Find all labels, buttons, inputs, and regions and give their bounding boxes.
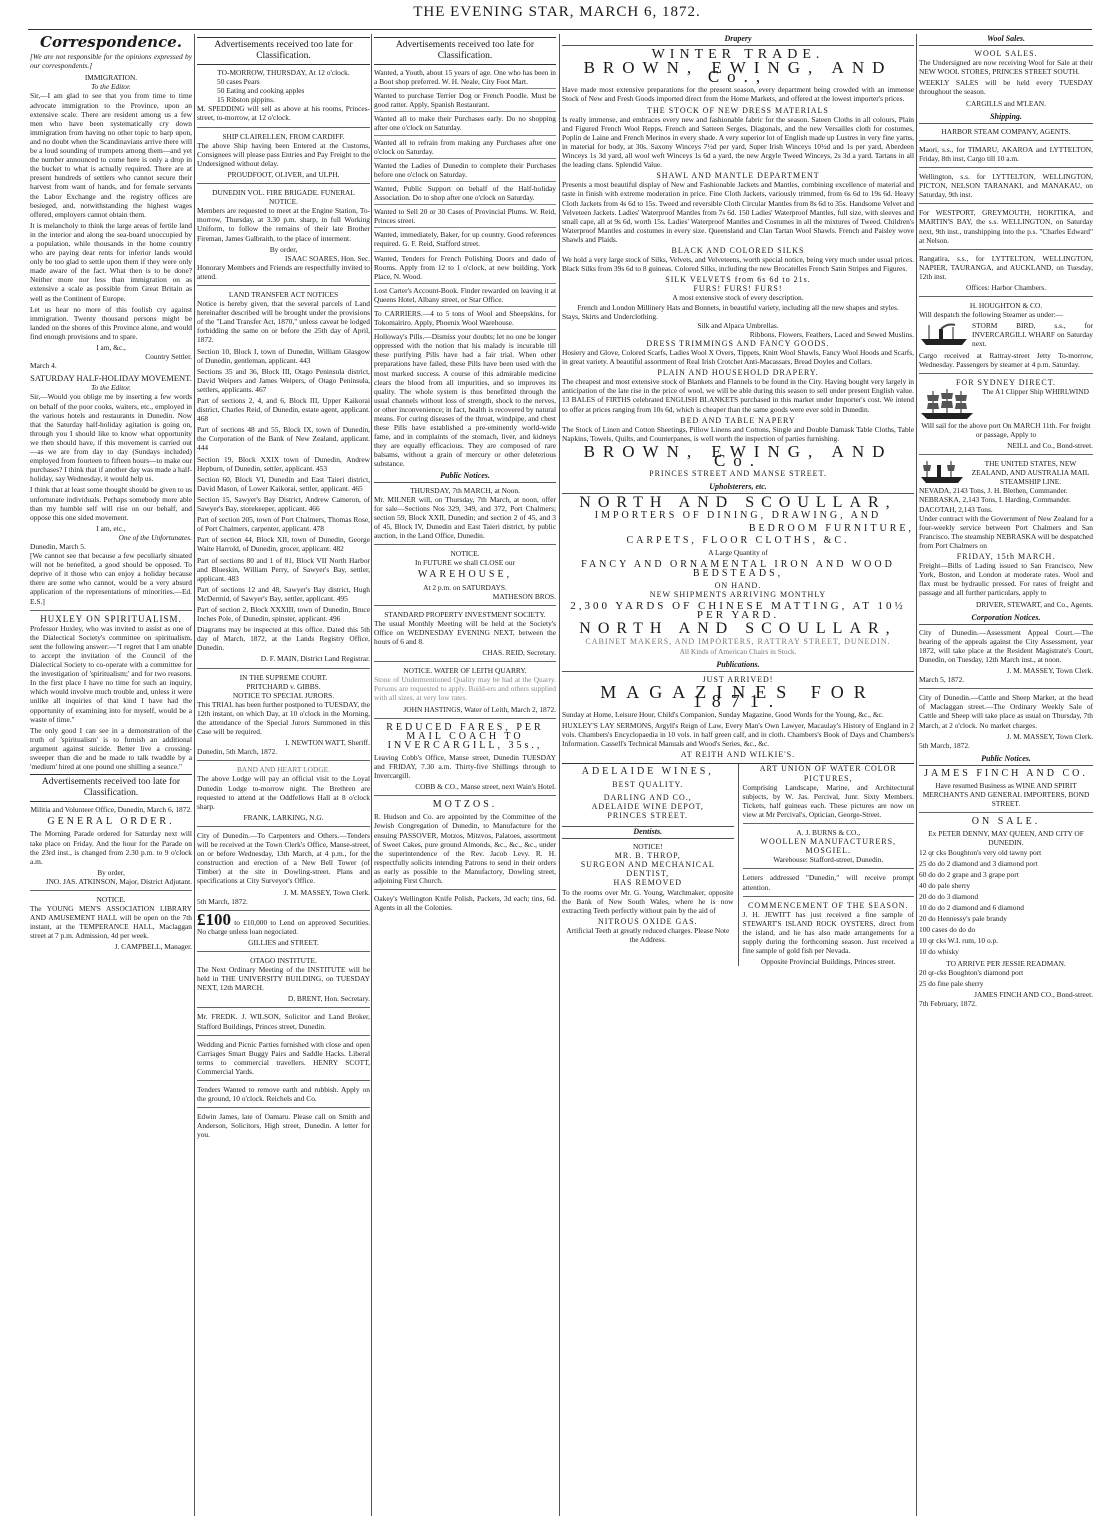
assessment-text: City of Dunedin.—Assessment Appeal Court.—The hearing of the appeals against the City Assessment, year 1872, will take place at the Resident Magistrate's Court, Dunedin, on Tuesday, 12th March inst., at noon. [919,627,1093,664]
land-signature: D. F. MAIN, District Land Registrar. [260,654,370,664]
reith-wilkie: AT REITH AND WILKIE'S. [680,750,796,760]
sale-item: 60 do do 2 grape and 3 grape port [919,869,1019,879]
fire-by: By order, [269,244,298,254]
sale-item: 12 qr cks Boughton's very old tawny port [919,847,1042,857]
column-late-ads-2 [197,34,370,1516]
lodge-title: BAND AND HEART LODGE. [236,765,331,775]
bed-title: BED AND TABLE NAPERY [680,415,796,425]
stormbird-text: STORM BIRD, s.s., for INVERCARGILL WHARF on Saturday next. [972,321,1093,349]
wanted-ad: Lost Carter's Account-Book. Finder rewarded on leaving it at Queens Hotel, Albany street, or Star Office. [374,286,556,307]
corp-date: 5th March, 1872. [919,740,970,750]
cargo-text: Cargo received at Rattray-street Jetty To-morrow, Wednesday. Passengers by steamer at 4 p.m. Saturday. [919,350,1093,369]
wilson-text: Mr. FREDK. J. WILSON, Solicitor and Land Broker, Stafford Buildings, Princes street, Dunedin. [197,1012,370,1031]
land-item: Part of sections 80 and 1 of 81, Block VII North Harbor and Blueskin, William Perry, of Sawyer's Bay, settler, applicant. 483 [197,555,370,583]
plain-title: PLAIN AND HOUSEHOLD DRAPERY. [657,368,819,378]
divider [374,544,556,545]
finch-signature: JAMES FINCH AND CO., Bond-street. [974,989,1093,999]
section-heading-publications: Publications. [562,660,914,672]
harbor-agents: HARBOR STEAM COMPANY, AGENTS. [941,126,1071,136]
editor-note: [We cannot see that because a few peculiarly situated will not be benefited, a good should be opposed. To deprive of it those who can enjoy a holiday because there are some who cannot, would be a very absurd application of the representations of minorities.—Ed. E.S.] [30,551,192,606]
column-divider [559,34,560,1516]
divider [374,795,556,796]
letter-paragraph: Let us hear no more of this foolish cry against immigration. Twenty thousand persons might be landed on the shores of this Province alone, and would find enough provisions and to spare. [30,304,192,341]
otago-text: The Next Ordinary Meeting of the INSTITUTE will be held in THE UNIVERSITY BUILDING, on TUESDAY NEXT, 12th MARCH. [197,965,370,993]
hats-text: French and London Millinery Hats and Bonnets, in beautiful variety, including all the new shapes and styles. [577,302,899,312]
velvets-text: SILK VELVETS from 6s 6d to 21s. [665,275,811,285]
mail-steamer-icon [919,459,965,485]
wanted-ad: To CARRIERS.—4 to 5 tons of Wool and Sheepskins, for Tokomairiro. Apply, Phoenix Wool Warehouse. [374,309,556,330]
rangatira-text: Rangatira, s.s., for LYTTELTON, WELLINGTON, NAPIER, TAURANGA, and AUCKLAND, on Tuesday, 12th inst. [919,253,1093,281]
umbrellas-text: Silk and Alpaca Umbrellas. [697,320,779,330]
letter-title: IMMIGRATION. [84,73,138,83]
masthead-rule [28,29,1092,30]
general-order-title: GENERAL ORDER. [47,816,175,828]
wanted-ad: Wanted all to refrain from making any Purchases after one o'clock on Saturday. [374,138,556,159]
notice-title: NOTICE. [450,549,480,559]
massey-signature: J. M. MASSEY, Town Clerk. [1006,666,1093,676]
divider [919,812,1093,813]
divider [197,951,370,952]
fares-signature: COBB & CO., Manse street, next Wain's Hotel. [415,782,556,792]
land-list [197,347,370,624]
houghton-text: Will despatch the following Steamer as under:— [919,310,1064,320]
wanted-ad: Wanted, a Youth, about 15 years of age. One who has been in a Boot shop preferred. W. H. Neale, City Foot Mart. [374,68,556,89]
divider [374,718,556,719]
on-sale-title: ON SALE. [971,816,1041,828]
adelaide-street: PRINCES STREET. [607,810,689,820]
adelaide-quality: BEST QUALITY. [612,779,684,789]
section-heading-correspondence: Correspondence. [40,34,182,51]
column-drapery [562,34,914,1516]
clipper-ship-icon [919,387,975,421]
section-heading-wool-sales: Wool Sales. [919,34,1093,46]
sale-items: 50 cases Pears 50 Eating and cooking apples 15 Ribston pippins. [217,77,305,105]
carpets-text: CARPETS, FLOOR CLOTHS, &C. [626,534,850,546]
silk-text: We hold a very large stock of Silks, Velvets, and Velveteens, worth special notice, being very much under usual prices. Black Silks from 39s 6d to 8 guineas. Colored Silks, including the new Brocatelles French Satin Stripes and Figures. [562,255,914,274]
court-text: This TRIAL has been further postponed to TUESDAY, the 12th instant, on which Day, at 10 o'clock in the Morning, the attendance of the Special Jurors Summoned in this Case will be required. [197,699,370,737]
artificial-text: Artificial Teeth at greatly reduced charges. Please Note the Address. [566,925,730,944]
land-item: Part of section 2, Block XXXIII, town of Dunedin, Bruce Inches Pole, of Dunedin, spinster, applicant. 496 [197,604,370,624]
loan-signature: GILLIES and STREET. [248,937,319,947]
divider [197,760,370,761]
corp-date: March 5, 1872. [919,675,965,685]
letter-close: I am, etc., [96,523,126,533]
dress-title: THE STOCK OF NEW DRESS MATERIALS [647,105,829,115]
huxley-books-text: HUXLEY'S LAY SERMONS, Argyll's Reign of Law, Every Man's Own Lawyer, Macaulay's History of England in 2 vols. Chambers's Encyclopaedia in 10 vols. in half green calf, and in cloth. Chambers's Book of Days and Chambers's Information. Cassell's Technical Manuals and Wood's Series, &c., &c. [562,721,914,749]
brown-ewing-title: BROWN, EWING, AND Co. [583,441,893,471]
divider [374,661,556,662]
tenders-text: Tenders Wanted to remove earth and rubbish. Apply on the ground, 10 o'clock. Reichels and Co. [197,1085,370,1104]
otago-title: OTAGO INSTITUTE. [250,955,317,965]
ymca-signature: J. CAMPBELL, Manager. [114,942,192,952]
cargills-signature: CARGILLS and M'LEAN. [966,98,1046,108]
fares-title: REDUCED FARES, PER MAIL COACH TO INVERCARGILL, 35s., [386,721,544,751]
disclaimer: [We are not responsible for the opinions expressed by our correspondents.] [30,52,192,71]
divider [919,296,1093,297]
masthead: THE EVENING STAR, MARCH 6, 1872. [413,4,701,20]
divider [919,373,1093,374]
ribbons-text: Ribbons, Flowers, Feathers, Laced and Sewed Muslins. [749,329,914,339]
bedroom-furniture: BEDROOM FURNITURE, [748,522,914,534]
commencement-text: J. H. JEWITT has just received a fine sample of STEWART'S ISLAND ROCK OYSTERS, direct from the island, and he has also made arrangements for a supply during the forthcoming season. Just received a fine sample of gold fish per Nevada. [742,909,914,956]
city-date: 5th March, 1872. [197,896,248,906]
divider [197,285,370,286]
wanted-ad: Wanted to Sell 20 or 30 Cases of Provincial Plums. W. Reid, Princes street. [374,207,556,228]
letter-signature: One of the Unfortunates. [118,532,192,542]
section-heading-public-notices: Public Notices. [374,471,556,483]
matting-text: 2,300 YARDS OF CHINESE MATTING, AT 10½ PER YARD. [570,600,906,622]
us-mail-title: THE UNITED STATES, NEW ZEALAND, AND AUSTRALIA MAIL STEAMSHIP LINE. [971,459,1090,487]
divider [919,140,1093,141]
letter-paragraph: It is melancholy to think the large areas of fertile land in the interior and along the sea-board unoccupied by a population, while thousands in the home country who are paying dear rents for inferior lands would only be too glad to settle upon them if they were only made aware of the fact. What then is to be done? Neither more nor less than immigration on as extensive a scale as possible from Great Britain as well as the Continent of Europe. [30,220,192,303]
lodge-signature: FRANK, LARKING, N.G. [243,812,324,822]
letter-paragraph: Sir,—Would you oblige me by inserting a few words on behalf of the poor cooks, waiters, etc., employed in the various hotels and restaurants in Dunedin. Now that the Saturday half-holiday agitation is going on, through you I should like to know what opportunity we then should have, if this movement is carried out—as we are from day to day (Sundays included) employed from fourteen to fifteen hours—to make our purchases? I think that if another day was made a half-holiday, say Wednesday, it would help us. [30,392,192,484]
column-divider [194,34,195,1516]
sale-item: 20 do Hennessy's pale brandy [919,914,1007,924]
fares-text: Leaving Cobb's Office, Manse street, Dunedin TUESDAY and FRIDAY, 7.30 a.m. Thirty-five Shillings through to Invercargill. [374,752,556,781]
bec-intro: Have made most extensive preparations for the present season, every department being crowded with an immense Stock of New and Fresh Goods imported direct from the Home Markets, and offered at the lowest importer's prices. [562,85,914,104]
leith-signature: JOHN HASTINGS, Water of Leith, March 2, 1872. [403,704,556,714]
land-item: Section 19, Block XXIX town of Dunedin, Andrew Hepburn, of Dunedin, settler, applicant. 453 [197,454,370,473]
letter-signature: Country Settler. [145,352,192,362]
whirlwind-title: The A1 Clipper Ship WHIRLWIND [982,386,1089,396]
wellington-text: Wellington, s.s. for LYTTELTON, WELLINGTON, PICTON, NELSON TARANAKI, and MANAKAU, on Saturday, 9th inst. [919,172,1093,200]
divider [919,249,1093,250]
divider [919,454,1093,455]
article-paragraph: Professor Huxley, who was invited to assist as one of the Dialectical Society's committee on spiritualism, sent the following answer:—"I regret that I am unable to accept the invitation of the Council of the Dialectical Society to co-operate with a committee for the investigation of 'spiritualism;' and for two reasons. In the first place I have no time for such an inquiry, which would involve much trouble and, unless it were unlike all inquiries of that kind I have had the opportunity of examining into for myself, would be a waste of time." [30,623,192,724]
otago-signature: D. BRENT, Hon. Secretary. [287,994,370,1004]
sale-item: 10 do whisky [919,947,959,957]
court-signature: I. NEWTON WATT, Sheriff. [285,738,370,748]
trim-text: Hosiery and Glove, Colored Scarfs, Ladies Wool X Overs, Tippets, Knitt Wool Shawls, Fancy Wool Hoods and Scarfs, in great variety. A beautiful assortment of Real Irish Crotchet Anti-Macassars, Bread Doyles and Collars. [562,348,914,367]
houghton-name: H. HOUGHTON & CO. [969,301,1043,311]
surgeon-title: SURGEON AND MECHANICAL DENTIST, [580,860,715,879]
westport-text: For WESTPORT, GREYMOUTH, HOKITIKA, and MARTIN'S BAY, the s.s. WELLINGTON, on Saturday next, 9th inst., transhipping into the p.s. "Charles Edward" at Nelson. [919,208,1093,245]
leith-text: Stone of Undermentioned Quality may be had at the Quarry. Persons are requested to apply. Build-ers and others supplied with all sizes, at very low rates. [374,675,556,703]
oakey-text: Oakey's Wellington Knife Polish, Packets, 3d each; tins, 6d. Agents in all the Colonies. [374,894,556,913]
sale-item: 40 do pale sherry [919,880,971,890]
section-heading-late-ads: Advertisements received too late for Classification. [197,37,370,65]
letter-date: Dunedin, March 5. [30,541,86,551]
removed-text: HAS REMOVED [613,878,683,888]
future-text: In FUTURE we shall CLOSE our [415,558,515,568]
neill-signature: NEILL and Co., Bond-street. [1007,441,1093,450]
sale-text: M. SPEDDING will sell as above at his rooms, Princes-street, to-morrow, at 12 o'clock. [197,104,370,123]
ex-ships: Ex PETER DENNY, MAY QUEEN, AND CITY OF DUNEDIN. [928,829,1084,848]
fancy-text: FANCY AND ORNAMENTAL IRON AND WOOD BEDSTEADS, [581,558,895,579]
dress-text: Is really immense, and embraces every new and fashionable fabric for the season. Sateen Cloths in all colours, Plain and Figured French Wool Repps, French and Satteen Serges, Diagonals, and the new Versailles cloth for costumes, Poplin de Laine and French Merinos in every shade. A very superior lot of English made up Lustres in very fine yarns, in material for body, at 30s. Saxony Winceys 7½d per yard, Super Irish Winceys 10½d and 1s per yard, Aberdeen Winceys 1s 3d yard, all wool weft Winceys 1s 6d a yard, the new Argyle Tweed Winceys, 2s 3d a yard. Tartans in all the leading clans. Splendid Value. [562,114,914,170]
dent-text: To the rooms over Mr. G. Young, Watchmaker, opposite the Bank of New South Wales, where he is now extracting Teeth perfectly without pain by the aid of [562,887,734,915]
on-hand: ON HAND. [714,580,762,590]
land-item: Section 60, Block VI, Dunedin and East Taieri district, David Mason, of Lower Kaikorai, settler, applicant. 465 [197,474,370,493]
sale-item: 10 qr cks W.I. rum, 10 o.p. [919,936,999,946]
divider [197,1035,370,1036]
large-qty: A Large Quantity of [708,547,768,557]
motzos-title: MOTZOS. [432,799,498,811]
ns-importers: IMPORTERS OF DINING, DRAWING, AND [594,510,882,522]
leith-title: NOTICE. WATER OF LEITH QUARRY. [403,666,527,676]
wanted-ad: Wanted all to make their Purchases early. Do no shopping after one o'clock on Saturday. [374,114,556,135]
maori-text: Maori, s.s., for TIMARU, AKAROA and LYTTELTON, Friday, 8th inst, Cargo till 10 a.m. [919,144,1093,163]
adelaide-title: ADELAIDE WINES, [581,766,714,778]
land-item: Part of sections 48 and 55, Block IX, town of Dunedin, the Corporation of the Bank of New Zealand, applicant. 444 [197,425,370,453]
milner-text: Mr. MILNER will, on Thursday, 7th March, at noon, offer for sale—Sections Nos 329, 349, and 372, Port Chalmers; section 59, Block XXII, Dunedin; and section 2 of 45, and 3 of 45, Block IV, Dunedin and East Taieri district, by public auction, in the Land Office, Dunedin. [374,494,556,541]
bed-text: The Stock of Linen and Cotton Sheetings, Pillow Linens and Cottons, Single and Double Damask Table Cloths, Table Napkins, Towels, Quilts, and Counterpanes, is well worth the inspection of parties furnishing. [562,424,914,443]
motzos-text: R. Hudson and Co. are appointed by the Committee of the Jewish Congregation of Dunedin, to Manufacture for the ensuing PASSOVER, Motzos, Mitzvos, Palatoes, assortment of Sweet Cakes, pure ground Almonds, &c., &c., &c., under the superintendence of the Rev. Jacob Levy. R. H. respectfully solicits intending Patrons to send in their orders as early as possible to the Manufactory, Dowling street, adjoining First Church. [374,812,556,886]
wanted-ad: Wanted to purchase Terrier Dog or French Poodle. Must be good ratter. Apply, Spanish Restaurant. [374,91,556,112]
divider [197,1080,370,1081]
nebraska-text: NEBRASKA, 2,143 Tons, I. Harding, Commander. [919,495,1071,505]
dacotah-text: DACOTAH, 2,143 Tons. [919,504,993,514]
ship-text: The above Ship having been Entered at the Customs, Consignees will please pass Entries and Pay Freight to the Undersigned without delay. [197,140,370,168]
woollen-text: WOOLLEN MANUFACTURERS, MOSGIEL. [760,837,897,856]
letter-paragraph: I think that at least some thought should be given to us unfortunate individuals. Perhaps somebody more able than my humble self will rise on our behalf, and oppose this one sided movement. [30,485,192,522]
land-item: Section 15, Sawyer's Bay District, Andrew Cameron, of Sawyer's Bay, storekeeper, applicant. 466 [197,494,370,514]
fire-signature: ISAAC SOARES, Hon. Sec. [285,253,370,263]
letter-close: I am, &c., [96,343,126,352]
divider [30,610,192,611]
court-date: Dunedin, 5th March, 1872. [197,747,278,757]
finch-title: JAMES FINCH AND CO. [924,767,1088,779]
standard-title: STANDARD PROPERTY INVESTMENT SOCIETY. [384,609,546,619]
finch-text: Have resumed Business as WINE AND SPIRIT MERCHANTS AND GENERAL IMPORTERS, BOND STREET. [922,781,1090,809]
section-heading-public-notices: Public Notices. [919,754,1093,766]
chairs-text: All Kinds of American Chairs in Stock. [679,646,797,656]
art-title: ART UNION OF WATER COLOR PICTURES, [759,764,897,783]
arrive-list [919,968,1093,988]
sale-title: TO-MORROW, THURSDAY, At 12 o'clock. [217,68,350,77]
art-text: Comprising Landscape, Marine, and Architectural subjects, by W. Jas. Percival, Junr. Sixty Members. Tickets, half guineas each. These pictures are now on view at Mr Percival's, Optician, George-Street. [742,782,914,819]
article-paragraph: The only good I can see in a demonstration of the truth of 'spiritualism' is to furnish an additional argument against suicide. Better live a crossing-sweeper than die and be made to talk twaddle by a 'medium' hired at one pound one shilling a seance." [30,725,192,772]
just-arrived: JUST ARRIVED! [702,674,774,684]
wanted-list [374,68,556,330]
land-text: Notice is hereby given, that the several parcels of Land hereinafter described will be brought under the provisions of the "Land Transfer Act, 1870," unless caveat be lodged forbidding the same on or before the 25th day of April, 1872. [197,299,370,345]
column-correspondence [30,34,192,1516]
arrive-item: 25 do fine pale sherry [919,978,984,988]
letter-salutation: To the Editor. [91,383,131,393]
divider [919,167,1093,168]
city-signature: J. M. MASSEY, Town Clerk. [283,887,370,897]
militia-by: By order, [97,867,125,877]
trim-title: DRESS TRIMMINGS AND FANCY GOODS. [646,338,830,348]
city-text: City of Dunedin.—To Carpenters and Others.—Tenders will be received at the Town Clerk's Office, Manse-street, on or before Wednesday, 13th March, at 4 p.m., for the construction and erection of a New Bell Tower (of Timber) at the site in Dowling-street. Plans and specifications at City Surveyor's Office. [197,830,370,886]
column-wool-shipping [919,34,1093,1516]
sale-item: 20 do do 3 diamond [919,891,979,901]
section-heading-late-ads: Advertisements received too late for Classification. [374,37,556,65]
letter-salutation: To the Editor. [91,82,131,92]
warehouse-text: WAREHOUSE, [417,569,513,581]
dent-notice: NOTICE! [632,842,663,852]
new-shipments: NEW SHIPMENTS ARRIVING MONTHLY [649,590,827,600]
divider [374,889,556,890]
militia-text: The Morning Parade ordered for Saturday next will take place on Friday. And the hour for the Parade on the 23rd inst., is changed from 2.30 p.m. to 9 o'clock a.m. [30,829,192,866]
wanted-ad: Wanted, Tenders for French Polishing Doors and dado of Rooms. Apply from 12 to 1 o'clock, at new building, York Place, N. Wood. [374,254,556,284]
north-scoullar-title: NORTH AND SCOULLAR, [579,620,897,638]
finch-date: 7th February, 1872. [919,998,977,1008]
nitrous-text: NITROUS OXIDE GAS. [597,916,698,926]
loan-text: to £10,000 to Lend on approved Securities. No charge unless loan negociated. [197,917,370,936]
letter-paragraph: Sir,—I am glad to see that you from time to time advocate immigration to the Province, upon an extensive scale. There are resident among us a few men who have been systematically cry down immigration from having no other topic to harp upon, and no doubt when the Scandinavians arrive there will be a loud sounding of trumpets among them—and yet the number announced to come here is only a drop in the bucket to what is actually required. There are at present hundreds of settlers who cannot secure their harvest from want of hands, and for female servants the Labor Exchange and the registry offices are besieged, and, notwithstanding the highest wages offered, employers cannot obtain them. [30,91,192,219]
sale-list [919,848,1093,957]
wedding-text: Wedding and Picnic Parties furnished with close and open Carriages Smart Buggy Pairs and Saddle Hacks. Liberal terms to commercial travellers. HENRY SCOTT, Commercial Yards. [197,1039,370,1076]
court-title: IN THE SUPREME COURT. [239,672,328,682]
section-heading-upholsterers: Upholsterers, etc. [562,482,914,494]
nevada-text: NEVADA, 2143 Tons, J. H. Blethen, Commander. [919,486,1068,496]
standard-text: The usual Monthly Meeting will be held at the Society's Office on WEDNESDAY EVENING NEXT, between the hours of 6 and 8. [374,618,556,646]
loan-amount: £100 [197,909,231,929]
article-title: HUXLEY ON SPIRITUALISM. [40,613,182,624]
divider [197,127,370,128]
offices-text: Offices: Harbor Chambers. [965,282,1047,292]
divider [743,896,915,897]
contract-text: Under contract with the Government of New Zealand for a four-weekly service between Port Chalmers and San Francisco. The steamship NEBRASKA will be despatched from Port Chalmers on [919,513,1093,550]
land-item: Part of sections 2, 4, and 6, Block III, Upper Kaikorai district, Charles Reid, of Dunedin, estate agent, applicant. 468 [197,396,370,424]
lodge-text: The above Lodge will pay an official visit to the Loyal Dunedin Lodge to-morrow night. The Brethren are requested to attend at the Oddfellows Hall at 8 o'clock sharp. [197,774,370,811]
land-item: Part of sections 12 and 48, Sawyer's Bay district, Hugh McDermid, of Sawyer's Bay, settler, applicant. 495 [197,584,370,603]
commencement-title: COMMENCEMENT OF THE SEASON. [748,900,909,910]
darling-co: DARLING AND CO., [603,792,692,802]
plain-text: The cheapest and most extensive stock of Blankets and Flannels to be found in the City. Having bought very largely in anticipation of the late rise in the price of wool, we will be able during this season to sell under present English value. 13 BALES of FIRTHS celebrated ENGLISH BLANKETS purchased in this market under Importer's cost. We intend to offer at prices ranging from 10s 6d, which is cheaper than the same goods were ever sold in Dunedin. [562,377,914,414]
letter-title: SATURDAY HALF-HOLIDAY MOVEMENT. [30,373,192,384]
letters-text: Letters addressed "Dunedin," will receive prompt attention. [742,873,914,892]
section-heading-drapery: Drapery [562,34,914,46]
art-union-ad [739,764,915,966]
column-divider [916,34,917,1516]
sale-item: 25 do do 2 diamond and 3 diamond port [919,858,1038,868]
section-heading-shipping: Shipping. [919,112,1093,124]
divider [743,823,915,824]
matheson-signature: MATHESON BROS. [492,591,556,601]
shawl-text: Presents a most beautiful display of New and Fashionable Jackets and Mantles, combining excellence of material and taste in finish with extreme moderation in price. Fine Cloth Jackets, variously trimmed, from 6s 6d to 19s 6d. Heavy Cloth Jackets from 4s 6d to 15s. Tweed and reversible Cloth Circular Mantles from 8s 6d to 35s. Handsome Velvet and Velveteen Jackets. Ladies' Waterproof Mantles from 7s 6d. 150 Ladies' Waterproof Mantles, full size, with sleeves and small cape, all at 9s 6d, worth 15s. Ladies' Waterproof Mantles and Costumes in all the mixtures of Tweed. Children's Waterproof Mantles and costumes in every size. Queensland and Clan Tartan Wool Shawls. French and Paisley wove Shawls and Plaids. [562,180,914,244]
burns-name: A. J. BURNS & CO., [796,828,861,838]
letter-date: March 4. [30,361,57,371]
militia-signature: JNO. JAS. ATKINSON, Major, District Adjutant. [45,876,192,886]
militia-from: Militia and Volunteer Office, Dunedin, March 6, 1872. [30,805,192,815]
wanted-ad: Wanted the Ladies of Dunedin to complete their Purchases before one o'clock on Saturday. [374,161,556,182]
divider [197,668,370,669]
friday-date: FRIDAY, 15th MARCH. [956,552,1056,562]
weekly-sales: WEEKLY SALES will be held every TUESDAY throughout the season. [919,78,1093,97]
sydney-title: FOR SYDNEY DIRECT. [955,377,1056,387]
fire-title: DUNEDIN VOL. FIRE BRIGADE. FUNERAL NOTICE. [212,188,355,207]
holloway-text: Holloway's Pills.—Dismiss your doubts; let no one be longer oppressed with the notion that his malady is incurable till these purifying Pills have had a fair trial. When other preparations have failed, these Pills have been used with the most marked success. A course of this admirable medicine clears the blood from all impurities, and so improves its quality. The whole system is thus benefitted through the usual channels without loss of strength, shock to the nerves, or other inconvenience; in fact, health is recovered by natural means. For curing diseases of the throat, windpipe, and chest these Pills have established a pre-eminently world-wide fame, and in complaints of the stomach, liver, and kidneys they are equally efficacious. They are composed of rare balsams, without a grain of mercury or other deleterious substance. [374,332,556,469]
shawl-title: SHAWL AND MANTLE DEPARTMENT [656,171,820,181]
silk-title: BLACK AND COLORED SILKS [671,245,805,255]
steamship-icon [919,321,969,347]
furs-text: A most extensive stock of every description. [672,293,804,303]
furs-title: FURS! FURS! FURS! [693,284,783,294]
divider [30,890,192,891]
column-divider [371,34,372,1516]
section-heading-late-ads: Advertisements received too late for Classification. [30,774,192,802]
divider [919,203,1093,204]
driver-signature: DRIVER, STEWART, and Co., Agents. [975,599,1093,609]
land-item: Part of section 205, town of Port Chalmers, Thomas Rose, of Port Chalmers, carpenter, applicant. 478 [197,515,370,534]
ymca-text: The YOUNG MEN'S ASSOCIATION LIBRARY AND AMUSEMENT HALL will be open on the 7th instant, at the TEMPERANCE HALL, Maclaggan street at 7 p.m. Admission, 4d per week. [30,904,192,941]
section-heading-corporation: Corporation Notices. [919,613,1093,625]
north-scoullar-title: NORTH AND SCOULLAR, [579,494,897,512]
adelaide-depot: ADELAIDE WINE DEPOT, [591,801,704,811]
wanted-ad: Wanted, immediately, Baker, for up country. Good references required. G. F. Reid, Stafford street. [374,230,556,251]
divider [197,183,370,184]
wool-text: The Undersigned are now receiving Wool for Sale at their NEW WOOL STORES, PRINCES STREET SOUTH. [919,58,1093,77]
land-title: LAND TRANSFER ACT NOTICES [228,289,339,299]
arrive-item: 20 qr-cks Boughton's diamond port [919,967,1024,977]
edwin-text: Edwin James, late of Oamaru. Please call on Smith and Anderson, Solicitors, High street, Dunedin. A letter for you. [197,1112,370,1140]
warehouse-text: Warehouse: Stafford-street, Dunedin. [773,855,884,865]
cattle-text: City of Dunedin.—Cattle and Sheep Market, at the head of Maclaggan street.—The Ordinary Weekly Sale of Cattle and Sheep will take place as usual on Thursday, 7th March, at 2 o'clock. No market charges. [919,693,1093,730]
magazines-text: Sunday at Home, Leisure Hour, Child's Companion, Sunday Magazine, Good Words for the Young, &c., &c. [562,710,884,719]
cabinet-makers: CABINET MAKERS, AND IMPORTERS, RATTRAY STREET, DUNEDIN. [585,637,891,647]
column-late-ads-3 [374,34,556,1516]
fire-note: Honorary Members and Friends are respectfully invited to attend. [197,262,370,281]
stays-text: Stays, Skirts and Underclothing. [562,311,658,321]
court-subtitle: NOTICE TO SPECIAL JURORS. [232,690,335,700]
standard-signature: CHAS. REID, Secretary. [482,648,556,658]
adelaide-wines-ad [562,764,739,966]
notice-title: NOTICE. [96,894,126,904]
land-footer: Diagrams may be inspected at this office. Dated this 5th day of March, 1872, at the Lands Registry Office, Dunedin. [197,625,370,653]
divider [197,826,370,827]
whirlwind-text: Will sail for the above port On MARCH 11th. For freight or passage, Apply to [921,420,1091,439]
brown-ewing-title: BROWN, EWING, AND Co., [583,58,893,87]
sale-item: 100 cases do do do [919,925,976,935]
divider [374,605,556,606]
winter-trade-title: WINTER TRADE. [651,47,825,63]
sale-item: 10 do do 2 diamond and 6 diamond [919,903,1024,913]
divider [197,1107,370,1108]
land-item: Sections 35 and 36, Block III, Otago Peninsula district, David Weipers and James Weipers, of Otago Peninsula, settlers, applicants. 467 [197,366,370,394]
wool-title: WOOL SALES. [974,49,1038,59]
wanted-ad: Wanted, Public Support on behalf of the Half-holiday Association. Do to shop after one o'clock on Saturday. [374,184,556,205]
saturdays-text: At 2 p.m. on SATURDAYS. [423,582,507,592]
arrive-title: TO ARRIVE PER JESSIE READMAN. [946,958,1066,968]
land-item: Part of section 44, Block XII, town of Dunedin, George Waite Harrold, of Dunedin, grocer, applicant. 482 [197,535,370,554]
land-item: Section 10, Block I, town of Dunedin, William Glasgow of Dunedin, gentleman, applicant. 443 [197,346,370,365]
ship-signature: PROUDFOOT, OLIVER, and ULPH. [227,169,340,179]
divider [919,688,1093,689]
magazines-title: MAGAZINES FOR 1871. [600,681,876,711]
bec-address: PRINCES STREET AND MANSE STREET. [649,469,827,479]
section-heading-dentists: Dentists. [562,826,734,839]
throp-name: MR. B. THROP, [614,851,681,861]
opposite-text: Opposite Provincial Buildings, Princes street. [760,957,896,967]
milner-date: THURSDAY, 7th MARCH, at Noon. [410,485,520,495]
fire-text: Members are requested to meet at the Engine Station, To-morrow, Thursday, at 3.30 p.m. sharp, in full Working Uniform, to follow the remains of their late Brother Fireman, James Galbraith, to the place of interment. [197,206,370,243]
divider [197,1007,370,1008]
ship-title: SHIP CLAIRELLEN, FROM CARDIFF. [222,131,345,141]
freight-text: Freight—Bills of Lading issued to San Francisco, New York, Boston, and London at moderate rates. Wool and flax must be hydraulic pressed. For rates of freight and passage and all further particulars, apply to [919,561,1093,598]
court-case: PRITCHARD v. GIBBS. [246,681,321,691]
divider [743,868,915,869]
massey-signature: J. M. MASSEY, Town Clerk. [1006,731,1093,741]
